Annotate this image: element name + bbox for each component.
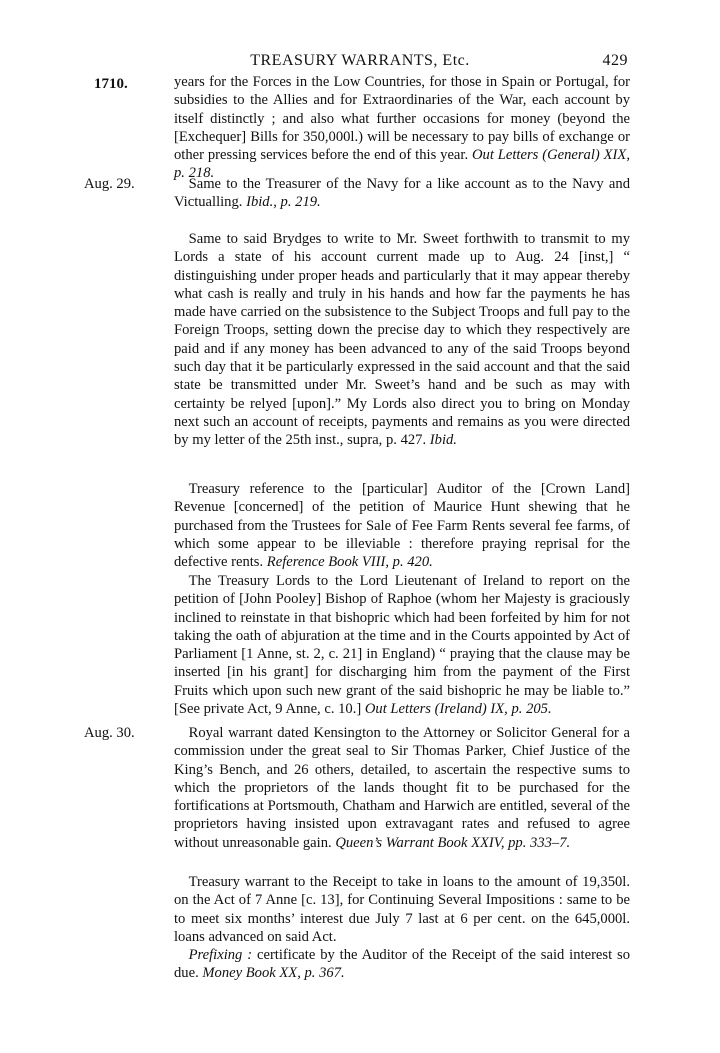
entry-reference: Reference Book VIII, p. 420. (266, 554, 433, 571)
page-number: 429 (602, 52, 628, 69)
entry-reference: Queen’s Warrant Book XXIV, pp. 333–7. (335, 834, 571, 851)
entry-reference: Ibid., p. 219. (246, 194, 321, 211)
entry-4 (174, 572, 630, 718)
entry-reference: Out Letters (General) XIX, p. 218. (174, 147, 630, 182)
entry-reference: Out Letters (Ireland) IX, p. 205. (364, 701, 552, 718)
entry-0 (174, 73, 630, 183)
entry-text: years for the Forces in the Low Countries, for those in Spain or Portugal, for subsidies to the Allies and for Extraordinaries of the War, each account by itself distinctly ; and also what further occasions for money (beyond the [Exchequer] Bills for 350,000l.) will be necessary to pay bills of exchange or other pressing services before the end of this year. (174, 74, 630, 164)
entry-5 (174, 724, 630, 852)
entry-text: Royal warrant dated Kensington to the Attorney or Solicitor General for a commission under the great seal to Sir Thomas Parker, Chief Justice of the King’s Bench, and 26 others, detailed, to ascertain the respective sums to which the proprietors of the lands thought fit to be purchased for the fortifications at Portsmouth, Chatham and Harwich are entitled, several of the proprietors having insisted upon extravagant rates and refused to agree without unreasonable gain. (174, 725, 630, 851)
entry-text: Same to the Treasurer of the Navy for a like account as to the Navy and Victualling. (174, 176, 630, 211)
margin-date-aug-30: Aug. 30. (84, 725, 135, 741)
page-header (0, 52, 720, 72)
entry-1 (174, 175, 630, 212)
entry-text: Same to said Brydges to write to Mr. Sweet forthwith to transmit to my Lords a state of his account current made up to Aug. 24 [inst,] “ distinguishing under proper heads and particularly that it may appear thereby what cash is really and truly in his hands and how far the payments he has made have carried on the subsistence to the Subject Troops and full pay to the Foreign Troops, setting down the precise day to which they respectively are paid and if any money has been advanced to any of the said Troops beyond such day that it be particularly expressed in the said account and that the said state be transmitted under Mr. Sweet’s hand and be such as may with certainty be relyed [upon].” My Lords also direct you to bring on Monday next such an account of receipts, payments and remains as you were directed by my letter of the 25th inst., supra, p. 427. (174, 231, 630, 449)
entry-reference: Ibid. (429, 432, 457, 449)
entry-text: Treasury warrant to the Receipt to take in loans to the amount of 19,350l. on the Act of 7 Anne [c. 13], for Continuing Several Impositions : same to be to meet six months’ interest due July 7 last at 6 per cent. on the 645,000l. loans advanced on said Act. (174, 874, 630, 945)
entry-text: The Treasury Lords to the Lord Lieutenant of Ireland to report on the petition of [John Pooley] Bishop of Raphoe (whom her Majesty is graciously inclined to reinstate in that bishopric which had been forfeited by him for not taking the oath of abjuration at the time and in the Courts appointed by Act of Parliament [1 Anne, st. 2, c. 21] in England) “ praying that the clause may be inserted [in his grant] for discharging him from the payment of the First Fruits which upon such new grant of the said bishopric he may be liable to.” [See private Act, 9 Anne, c. 10.] (174, 573, 630, 718)
entry-label: Prefixing : (188, 947, 253, 964)
year-marker: 1710. (94, 76, 128, 92)
entry-2 (174, 230, 630, 450)
entry-6 (174, 873, 630, 983)
running-title: TREASURY WARRANTS, Etc. (250, 52, 470, 69)
entry-text: Treasury reference to the [particular] Auditor of the [Crown Land] Revenue [concerned] of the petition of Maurice Hunt shewing that he purchased from the Trustees for Sale of Fee Farm Rents several fee farms, of which some appear to be illeviable : therefore praying reprisal for the defective rents. (174, 481, 630, 571)
entry-text: certificate by the Auditor of the Receipt of the said interest so due. (174, 947, 630, 982)
margin-date-aug-29: Aug. 29. (84, 176, 135, 192)
entry-reference: Money Book XX, p. 367. (202, 965, 345, 982)
entry-3 (174, 480, 630, 571)
